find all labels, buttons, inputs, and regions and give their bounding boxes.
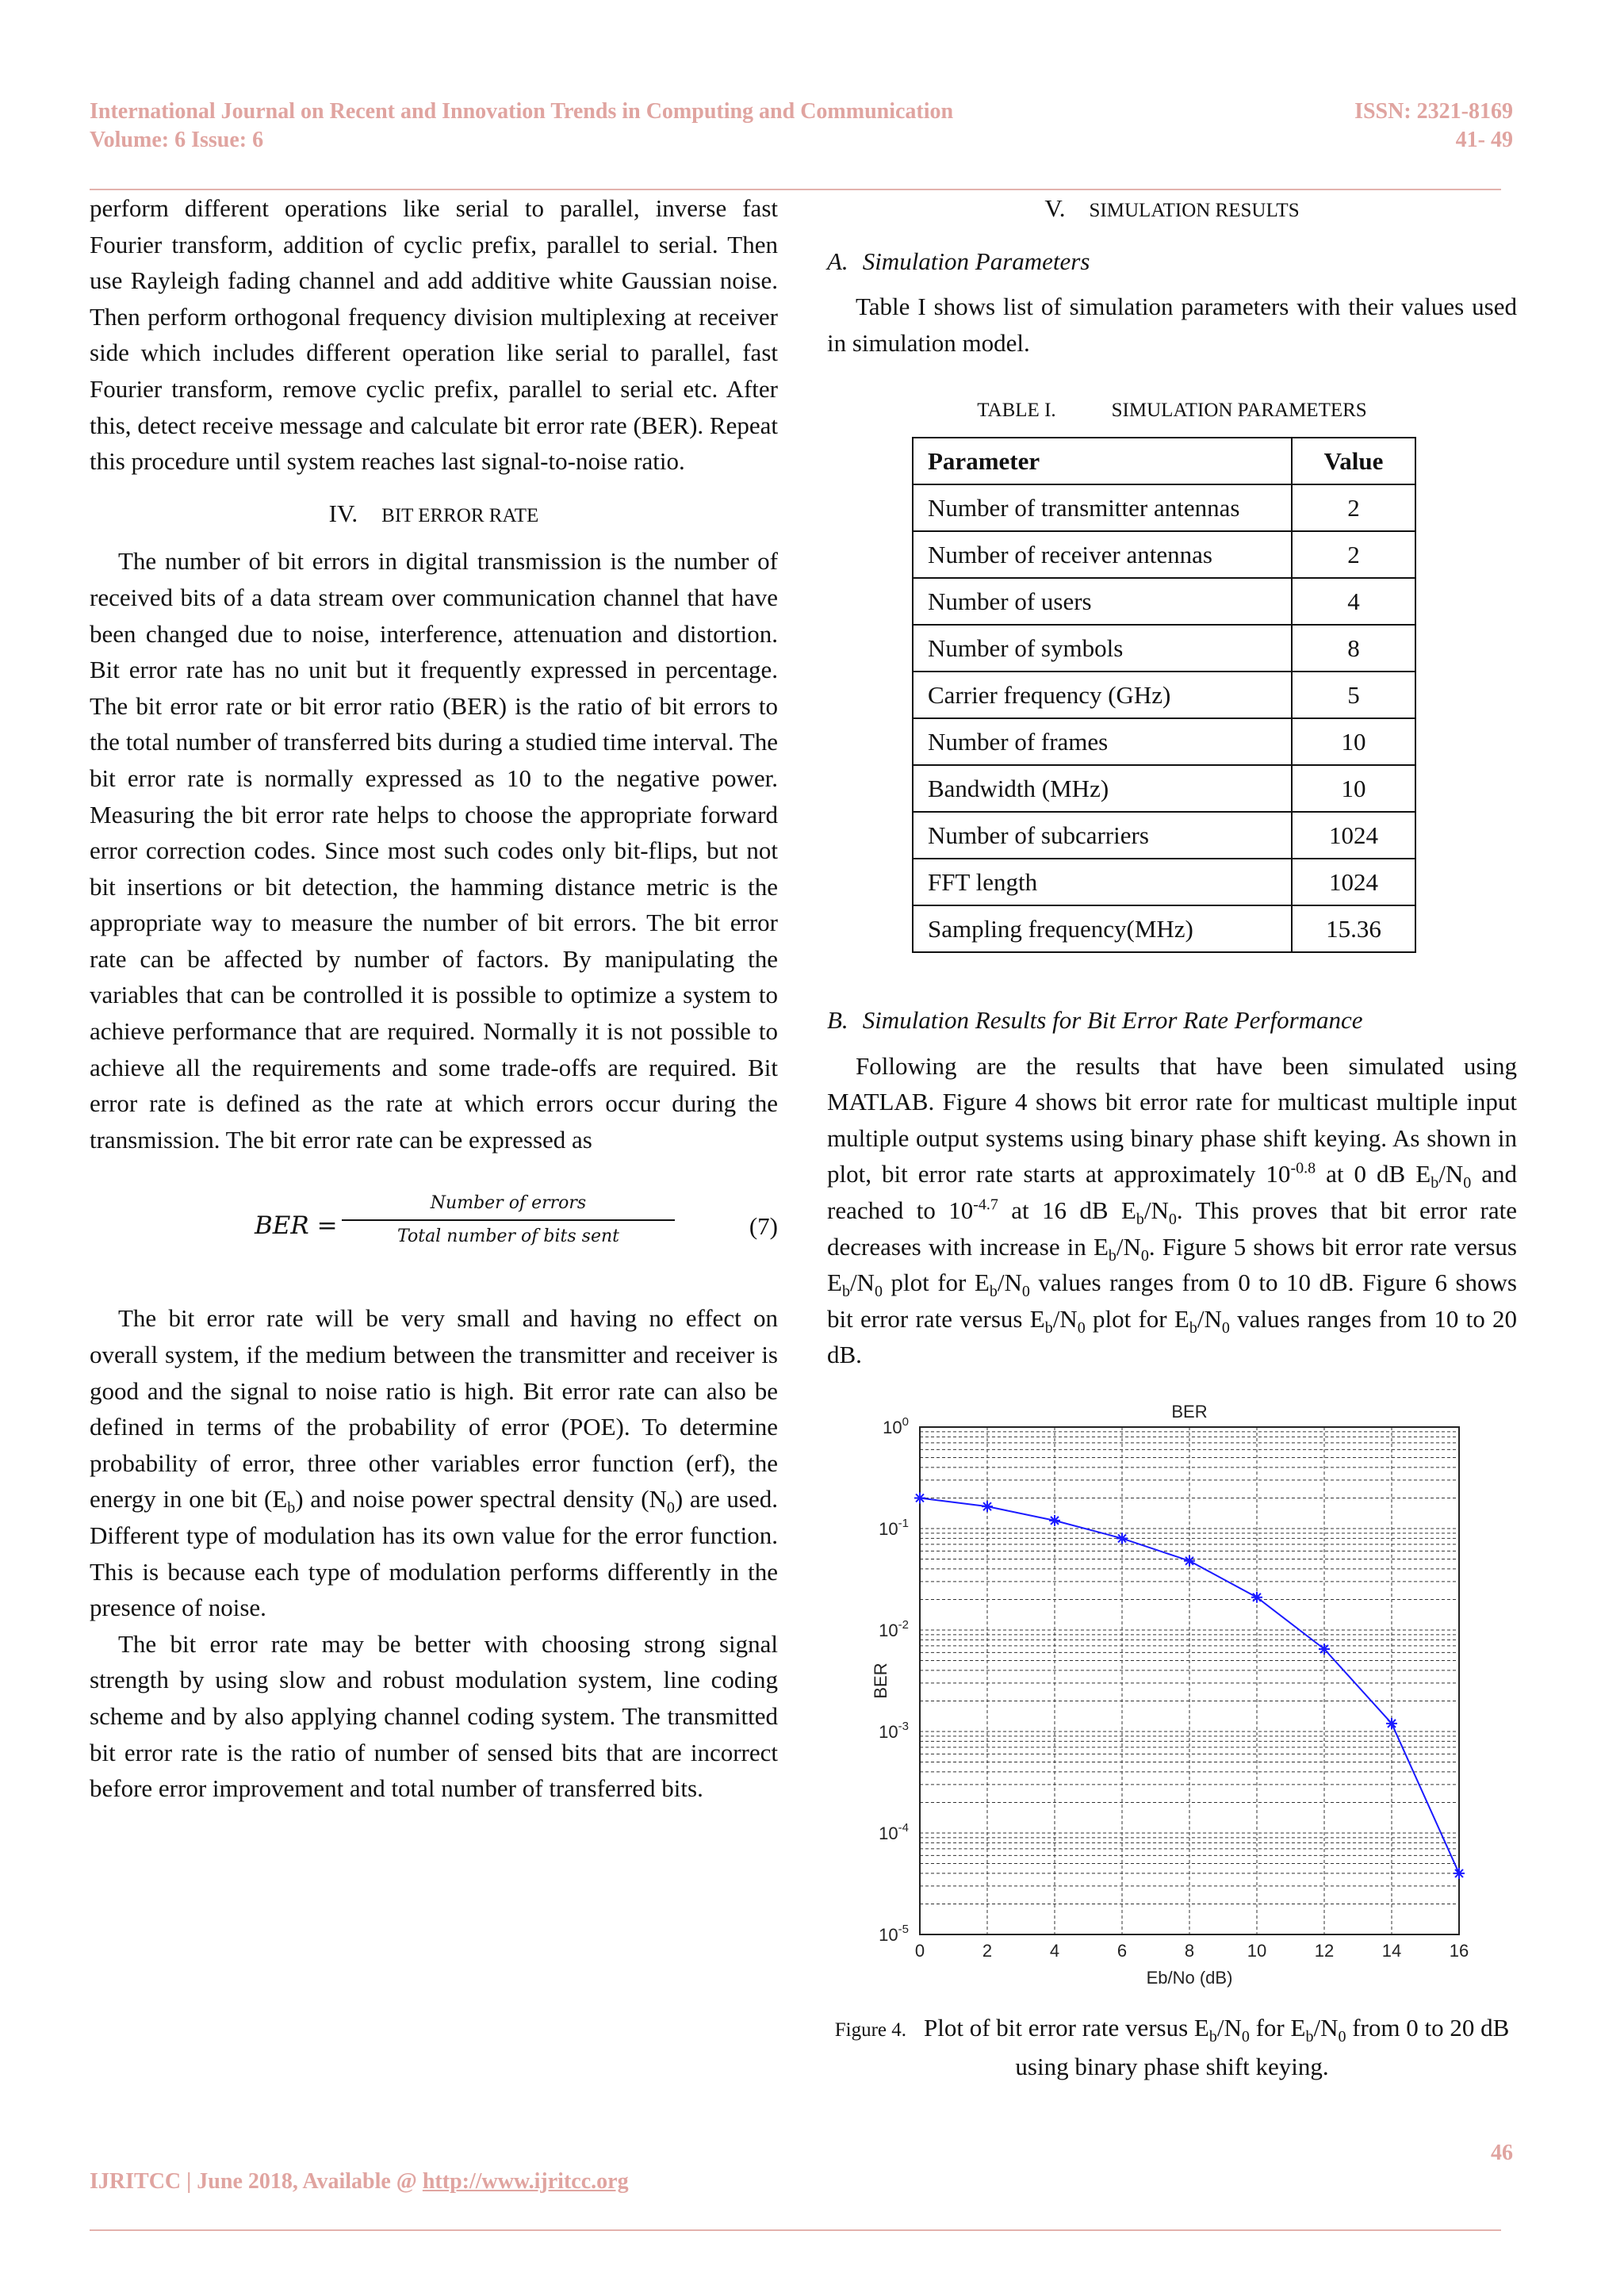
x-tick-label: 0	[914, 1941, 925, 1961]
table-row: Number of frames 10	[913, 718, 1415, 765]
table-row: Carrier frequency (GHz) 5	[913, 672, 1415, 718]
x-tick-label: 2	[982, 1941, 993, 1961]
section-title: BIT ERROR RATE	[381, 504, 539, 526]
equation-denominator: Total number of bits sent	[397, 1226, 619, 1247]
data-point	[1319, 1644, 1330, 1655]
chart-title: BER	[1171, 1402, 1208, 1422]
left-column	[90, 190, 778, 1807]
equation-lhs: BER =	[255, 1211, 338, 1241]
data-point	[1116, 1533, 1128, 1544]
volume-issue: Volume: 6 Issue: 6	[90, 128, 264, 152]
footer-rule	[90, 2229, 1501, 2231]
data-point	[1049, 1515, 1060, 1526]
data-point	[1184, 1556, 1195, 1567]
simulation-parameters-table	[912, 437, 1416, 953]
footer-text: IJRITCC | June 2018, Available @ http://www.ijritcc.org	[90, 2169, 629, 2194]
paragraph-ber-better: The bit error rate may be better with choosing strong signal strength by using slow and robust modulation system, line coding scheme and by also applying channel coding system. The transmitted bit error rate is the ratio of number of sensed bits that are incorrect before error improvement and total number of transferred bits.	[90, 1629, 778, 1803]
section-heading-iv	[90, 496, 778, 534]
table-header-row	[913, 438, 1415, 484]
subsection-b-heading: B. Simulation Results for Bit Error Rate Performance	[827, 1005, 1363, 1034]
equation-7	[90, 1189, 778, 1261]
running-header-left	[90, 98, 953, 155]
section-number: IV.	[328, 499, 358, 527]
x-tick-label: 12	[1314, 1941, 1335, 1961]
paragraph-continuation: perform different operations like serial to parallel, inverse fast Fourier transform, addition of cyclic prefix, parallel to serial. Then use Rayleigh fading channel and add additive white Gaussian noise. Then perform orthogonal frequency division multiplexing at receiver side which includes different operation like serial to parallel, fast Fourier transform, remove cyclic prefix, parallel to serial etc. After this, detect receive message and calculate bit error rate (BER). Repeat this procedure until system reaches last signal-to-noise ratio.	[90, 194, 778, 476]
issn: ISSN: 2321-8169	[1354, 99, 1513, 124]
table-row: FFT length 1024	[913, 859, 1415, 905]
table-row: Number of transmitter antennas 2	[913, 484, 1415, 531]
page-range: 41- 49	[1455, 128, 1513, 152]
x-tick-label: 14	[1381, 1941, 1402, 1961]
x-axis-label: Eb/No (dB)	[1146, 1968, 1233, 1988]
running-header-right	[1354, 98, 1513, 155]
equation-number: (7)	[749, 1212, 778, 1241]
section-title: SIMULATION RESULTS	[1089, 200, 1300, 221]
x-tick-label: 16	[1449, 1941, 1469, 1961]
x-tick-label: 8	[1184, 1941, 1195, 1961]
ber-chart	[864, 1395, 1483, 1998]
data-point	[1386, 1718, 1397, 1729]
table-header-value: Value	[1292, 438, 1415, 484]
paragraph-table-intro: Table I shows list of simulation parameters with their values used in simulation model.	[827, 293, 1517, 357]
journal-link[interactable]: http://www.ijritcc.org	[422, 2169, 629, 2194]
figure-caption: Figure 4. Plot of bit error rate versus $E_b/N_0$ for $E_b/N_0$ from 0 to 20 dB using binary phase shift keying.	[834, 2014, 1510, 2080]
page-number: 46	[1491, 2141, 1513, 2165]
equation-numerator: Number of errors	[430, 1193, 587, 1214]
table-row: Number of symbols 8	[913, 625, 1415, 672]
x-tick-label: 4	[1049, 1941, 1060, 1961]
y-axis-label: BER	[871, 1663, 891, 1699]
table-row: Bandwidth (MHz) 10	[913, 765, 1415, 812]
x-tick-label: 10	[1247, 1941, 1267, 1961]
section-heading-v	[827, 190, 1517, 229]
right-column	[827, 190, 1517, 1373]
table-caption: TABLE I. SIMULATION PARAMETERS	[977, 400, 1367, 422]
fraction-bar	[342, 1219, 675, 1221]
y-tick-label: $10^{-5}$	[879, 1923, 909, 1945]
plot-area	[920, 1427, 1459, 1934]
equation-fraction	[342, 1189, 675, 1251]
journal-title: International Journal on Recent and Innovation Trends in Computing and Communication	[90, 99, 954, 124]
paragraph-results: Following are the results that have been simulated using MATLAB. Figure 4 shows bit error rate for multicast multiple input multiple output systems using binary phase shift keying. As shown in plot, bit error rate starts at approximately $10^{-0.8}$ at 0 dB $E_b/N_0$ and reached to $10^{-4.7}$ at 16 dB $E_b/N_0$. This proves that bit error rate decreases with increase in $E_b/N_0$. Figure 5 shows bit error rate versus $E_b/N_0$ plot for $E_b/N_0$ values ranges from 0 to 10 dB. Figure 6 shows bit error rate versus $E_b/N_0$ plot for $E_b/N_0$ values ranges from 10 to 20 dB.	[827, 1051, 1517, 1369]
data-point	[1251, 1592, 1262, 1603]
data-point	[914, 1492, 925, 1503]
table-row: Number of subcarriers 1024	[913, 812, 1415, 859]
table-row: Sampling frequency(MHz) 15.36	[913, 905, 1415, 952]
subsection-a-heading: A. Simulation Parameters	[827, 247, 1090, 275]
section-number: V.	[1044, 194, 1066, 222]
y-tick-label: $10^{-4}$	[879, 1821, 909, 1843]
y-tick-label: $10^0$	[883, 1415, 909, 1437]
table-row: Number of receiver antennas 2	[913, 531, 1415, 578]
data-point	[982, 1501, 993, 1512]
y-tick-label: $10^{-2}$	[879, 1618, 909, 1640]
paragraph-ber-definition: The number of bit errors in digital transmission is the number of received bits of a data stream over communication channel that have been changed due to noise, interference, attenuation and distortion. Bit error rate has no unit but it frequently expressed in percentage. The bit error rate or bit error ratio (BER) is the ratio of bit errors to the total number of transferred bits during a studied time interval. The bit error rate is normally expressed as 10 to the negative power. Measuring the bit error rate helps to choose the appropriate forward error correction codes. Since most such codes only bit-flips, but not bit insertions or bit detection, the hamming distance metric is the appropriate way to measure the number of bit errors. The bit error rate can be affected by number of factors. By manipulating the variables that can be controlled it is possible to optimize a system to achieve performance that are required. Normally it is not possible to achieve all the requirements and some trade-offs are required. Bit error rate is defined as the rate at which errors occur during the transmission. The bit error rate can be expressed as	[90, 547, 778, 1154]
y-tick-label: $10^{-3}$	[879, 1720, 909, 1742]
paragraph-ber-small: The bit error rate will be very small and having no effect on overall system, if the medium between the transmitter and receiver is good and the signal to noise ratio is high. Bit error rate can also be defined in terms of the probability of error (POE). To determine probability of error, three other variables error function (erf), the energy in one bit $(E_b)$ and noise power spectral density $(N_0)$ are used. Different type of modulation has its own value for the error function. This is because each type of modulation performs differently in the presence of noise.	[90, 1304, 778, 1622]
data-point	[1454, 1868, 1465, 1879]
y-tick-label: $10^{-1}$	[879, 1517, 909, 1539]
table-row: Number of users 4	[913, 578, 1415, 625]
x-tick-label: 6	[1116, 1941, 1128, 1961]
table-header-parameter: Parameter	[913, 438, 1292, 484]
